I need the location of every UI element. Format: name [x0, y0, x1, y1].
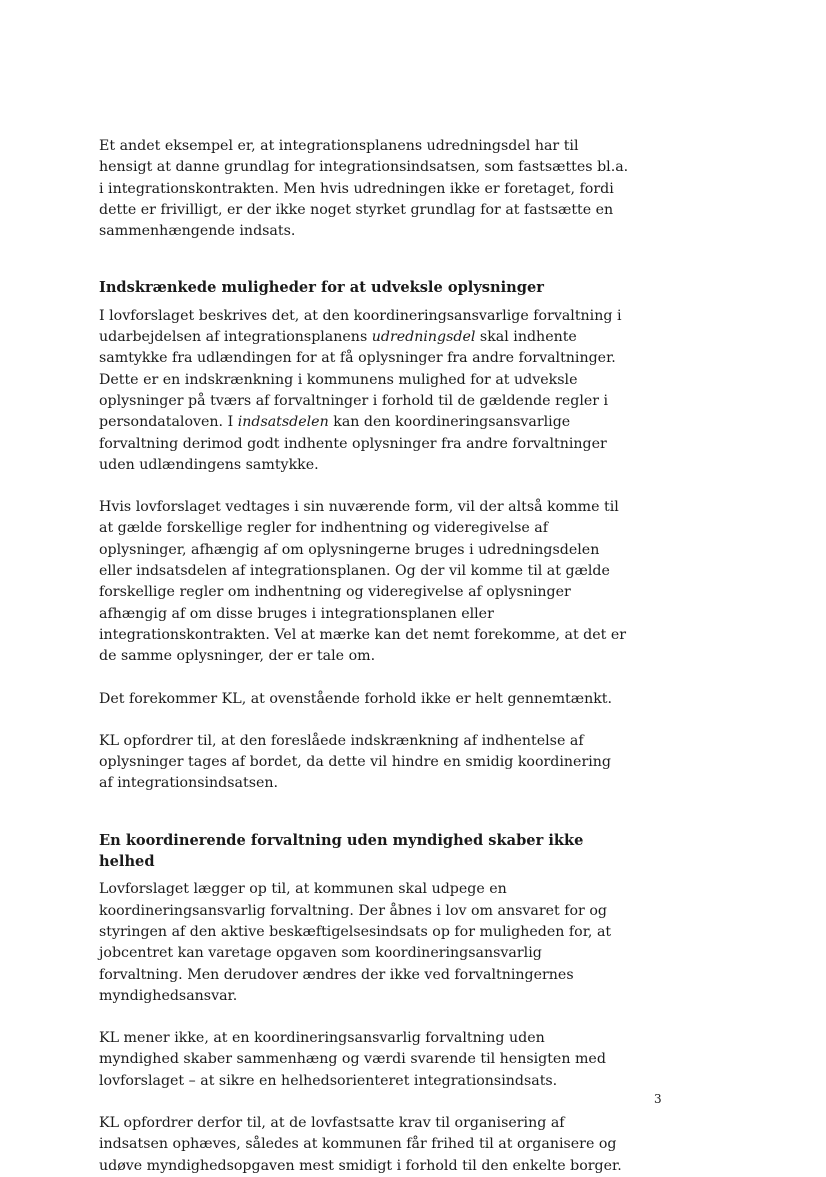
paragraph-text: I lovforslaget beskrives det, at den koordineringsansvarlige forvaltning i udarbejdelsen af integrationsplanens: [99, 307, 622, 346]
paragraph: KL mener ikke, at en koordineringsansvarlig forvaltning uden myndighed skaber sammenhæng og værdi svarende til hensigten med lovforslaget – at sikre en helhedsorienteret integrationsindsats.: [99, 1030, 606, 1089]
paragraph: Lovforslaget lægger op til, at kommunen skal udpege en koordineringsansvarlig forvaltning. Der åbnes i lov om ansvaret for og styringen af den aktive beskæftigelsesindsats op for muligheden for, at jobcentret kan varetage opgaven som koordineringsansvarlig forvaltning. Men derudover ændres der ikke ved forvaltningernes myndighedsansvar.: [99, 881, 612, 1004]
document-body: [99, 136, 629, 1177]
paragraph: [99, 306, 629, 476]
paragraph-text: skal indhente samtykke fra udlændingen for at få oplysninger fra andre forvaltninger. Dette er en indskrænkning i kommunens mulighed for at udveksle oplysninger på tværs af forvaltninger i forhold til de gældende regler i persondataloven. I: [99, 329, 616, 431]
section-heading: En koordinerende forvaltning uden myndighed skaber ikke helhed: [99, 831, 584, 871]
page-number: 3: [654, 1092, 662, 1106]
section-heading: Indskrænkede muligheder for at udveksle oplysninger: [99, 279, 544, 297]
paragraph: KL opfordrer derfor til, at de lovfastsatte krav til organisering af indsatsen ophæves, således at kommunen får frihed til at organisere og udøve myndighedsopgaven mest smidigt i forhold til den enkelte borger.: [99, 1114, 622, 1174]
paragraph: KL opfordrer til, at den foreslåede indskrænkning af indhentelse af oplysninger tages af bordet, da dette vil hindre en smidig koordinering af integrationsindsatsen.: [99, 732, 611, 792]
emphasis-text: udredningsdel: [371, 329, 476, 346]
paragraph: Et andet eksempel er, at integrationsplanens udredningsdel har til hensigt at danne grundlag for integrationsindsatsen, som fastsættes bl.a. i integrationskontrakten. Men hvis udredningen ikke er foretaget, fordi dette er frivilligt, er der ikke noget styrket grundlag for at fastsætte en sammenhængende indsats.: [99, 138, 629, 240]
paragraph: Det forekommer KL, at ovenstående forhold ikke er helt gennemtænkt.: [99, 690, 613, 707]
emphasis-text: indsatsdelen: [237, 414, 329, 431]
paragraph-text: kan den koordineringsansvarlige forvaltning derimod godt indhente oplysninger fra andre forvaltninger uden udlændingens samtykke.: [99, 414, 607, 473]
paragraph: Hvis lovforslaget vedtages i sin nuværende form, vil der altså komme til at gælde forskellige regler for indhentning og videregivelse af oplysninger, afhængig af om oplysningerne bruges i udredningsdelen eller indsatsdelen af integrationsplanen. Og der vil komme til at gælde forskellige regler om indhentning og videregivelse af oplysninger afhængig af om disse bruges i integrationsplanen eller integrationskontrakten. Vel at mærke kan det nemt forekomme, at det er de samme oplysninger, der er tale om.: [99, 499, 627, 665]
